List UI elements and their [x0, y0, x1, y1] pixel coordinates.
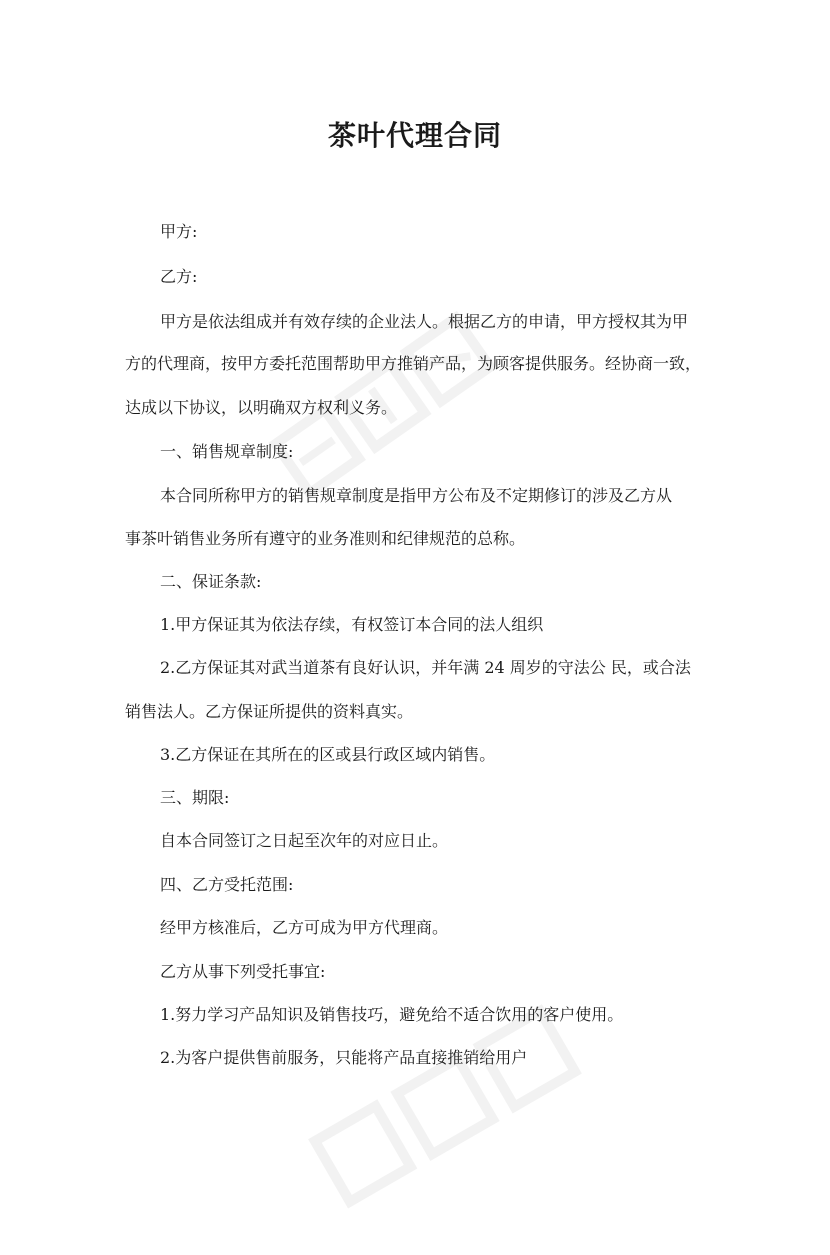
section-2-item-3: 3.乙方保证在其所在的区或县行政区域内销售。	[160, 745, 496, 764]
section-4-subheading: 乙方从事下列受托事宜:	[160, 962, 326, 981]
section-2-item-1: 1.甲方保证其为依法存续，有权签订本合同的法人组织	[160, 615, 544, 634]
section-1-line-2: 事茶叶销售业务所有遵守的业务准则和纪律规范的总称。	[125, 529, 526, 548]
section-4-body: 经甲方核准后，乙方可成为甲方代理商。	[160, 918, 449, 937]
section-1-line-1: 本合同所称甲方的销售规章制度是指甲方公布及不定期修订的涉及乙方从	[160, 486, 673, 505]
section-4-heading: 四、乙方受托范围:	[160, 875, 294, 894]
intro-line-1: 甲方是依法组成并有效存续的企业法人。根据乙方的申请，甲方授权其为甲	[160, 312, 689, 331]
section-4-item-2: 2.为客户提供售前服务，只能将产品直接推销给用户	[160, 1048, 528, 1067]
party-a-label: 甲方:	[160, 222, 198, 241]
section-2-heading: 二、保证条款:	[160, 572, 262, 591]
document-title: 茶叶代理合同	[327, 119, 502, 152]
section-2-item-2-line-2: 销售法人。乙方保证所提供的资料真实。	[125, 702, 414, 721]
intro-line-2: 方的代理商，按甲方委托范围帮助甲方推销产品，为顾客提供服务。经协商一致，	[125, 354, 702, 373]
section-1-heading: 一、销售规章制度:	[160, 442, 294, 461]
intro-line-3: 达成以下协议，以明确双方权利义务。	[125, 398, 398, 417]
party-b-label: 乙方:	[160, 267, 198, 286]
section-3-heading: 三、期限:	[160, 788, 230, 807]
section-2-item-2-line-1: 2.乙方保证其对武当道茶有良好认识，并年满 24 周岁的守法公 民，或合法	[160, 658, 691, 677]
section-3-body: 自本合同签订之日起至次年的对应日止。	[160, 831, 449, 850]
section-4-item-1: 1.努力学习产品知识及销售技巧，避免给不适合饮用的客户使用。	[160, 1005, 624, 1024]
